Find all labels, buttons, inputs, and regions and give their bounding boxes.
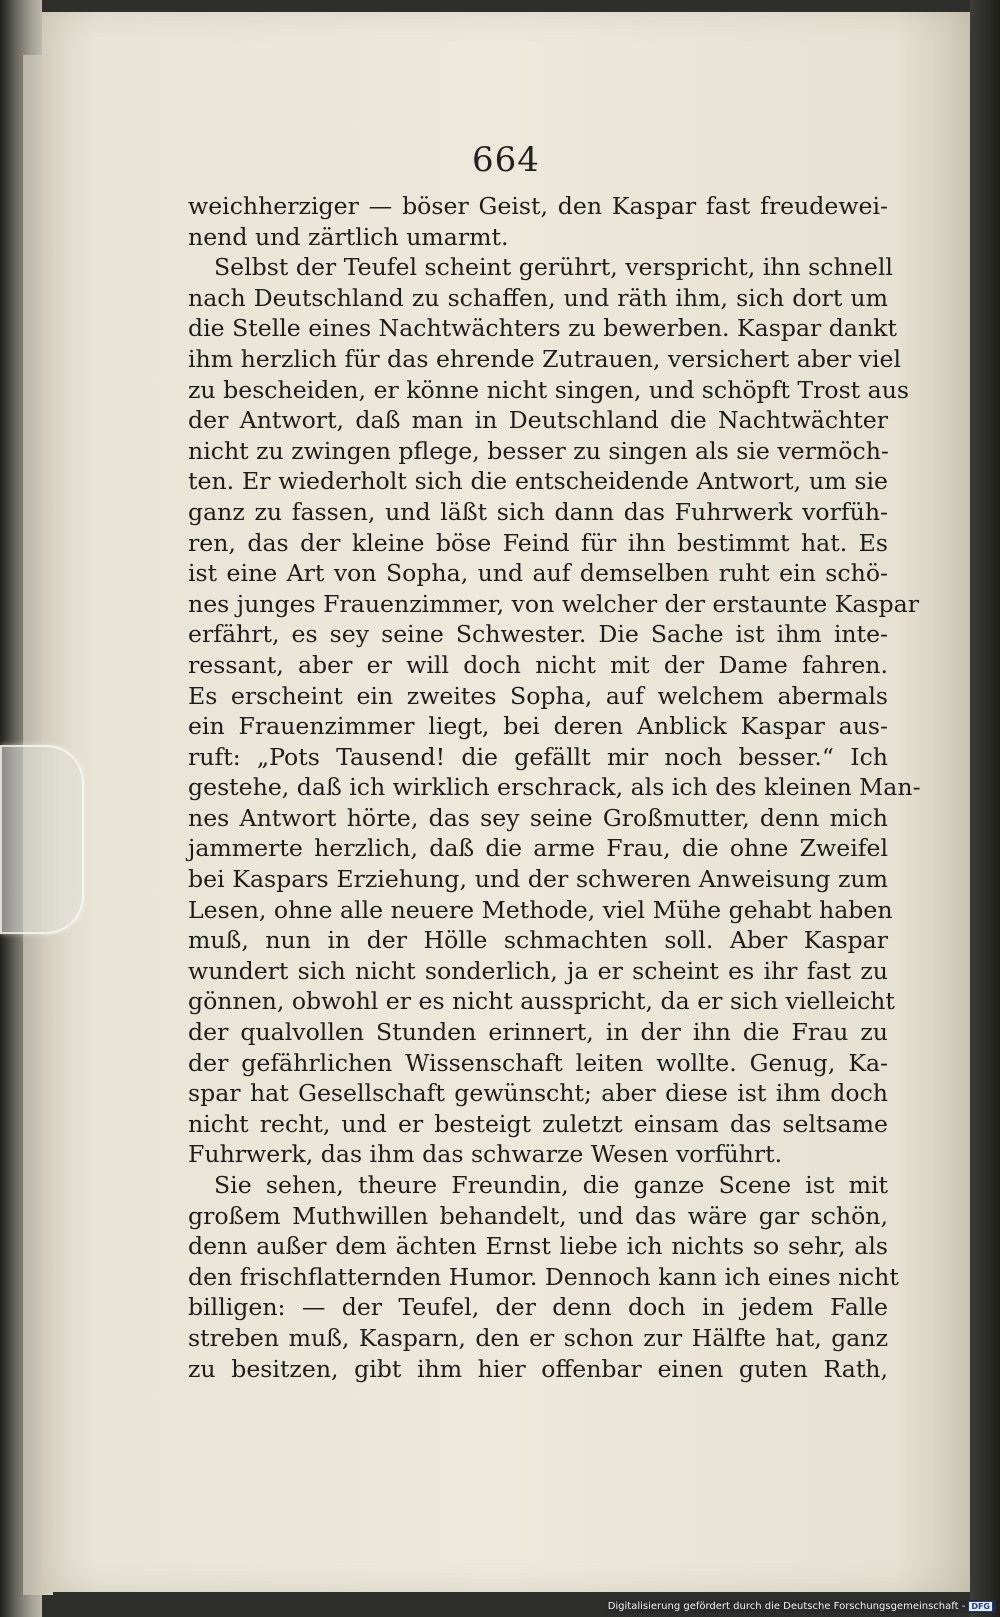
text-line: gönnen, obwohl er es nicht ausspricht, da er sich vielleicht: [188, 987, 895, 1016]
text-line: ten. Er wiederholt sich die entscheidende Antwort, um sie: [188, 467, 888, 496]
text-line: jammerte herzlich, daß die arme Frau, die ohne Zweifel: [188, 834, 888, 863]
text-line: erfährt, es sey seine Schwester. Die Sache ist ihm inte-: [188, 620, 888, 649]
text-line: Selbst der Teufel scheint gerührt, verspricht, ihn schnell: [214, 253, 893, 282]
text-line: nes junges Frauenzimmer, von welcher der erstaunte Kaspar: [188, 589, 919, 618]
text-line: muß, nun in der Hölle schmachten soll. Aber Kaspar: [188, 926, 888, 955]
dfg-logo: DFG: [968, 1601, 993, 1612]
text-line: nach Deutschland zu schaffen, und räth ihm, sich dort um: [188, 283, 888, 312]
page-body-text: [188, 191, 921, 1384]
text-line: Es erscheint ein zweites Sopha, auf welchem abermals: [188, 681, 888, 710]
text-line: Lesen, ohne alle neuere Methode, viel Mühe gehabt haben: [188, 895, 893, 924]
text-line: nes Antwort hörte, das sey seine Großmutter, denn mich: [188, 803, 888, 832]
text-line: der Antwort, daß man in Deutschland die Nachtwächter: [188, 406, 888, 435]
text-line: Sie sehen, theure Freundin, die ganze Scene ist mit: [214, 1171, 888, 1199]
text-line: ein Frauenzimmer liegt, bei deren Anblick Kaspar aus-: [188, 712, 888, 741]
text-line: ruft: „Pots Tausend! die gefällt mir noch besser.“ Ich: [188, 742, 888, 771]
text-line: nicht recht, und er besteigt zuletzt einsam das seltsame: [188, 1109, 888, 1138]
text-line: spar hat Gesellschaft gewünscht; aber diese ist ihm doch: [188, 1079, 888, 1108]
text-line: der qualvollen Stunden erinnert, in der ihn die Frau zu: [188, 1018, 888, 1047]
text-line: ganz zu fassen, und läßt sich dann das Fuhrwerk vorfüh-: [188, 497, 888, 526]
text-line: ihm herzlich für das ehrende Zutrauen, versichert aber viel: [188, 344, 902, 373]
text-line: großem Muthwillen behandelt, und das wäre gar schön,: [188, 1201, 888, 1230]
text-line: denn außer dem ächten Ernst liebe ich nichts so sehr, als: [188, 1232, 888, 1261]
credit-text: Digitalisierung gefördert durch die Deutsche Forschungsgemeinschaft -: [607, 1601, 966, 1612]
text-line: zu besitzen, gibt ihm hier offenbar einen guten Rath,: [188, 1354, 888, 1383]
text-line: nend und zärtlich umarmt.: [188, 222, 509, 251]
page-number: 664: [472, 140, 540, 180]
page-marker-tab: [0, 745, 84, 934]
text-line: bei Kaspars Erziehung, und der schweren Anweisung zum: [188, 865, 888, 894]
text-line: der gefährlichen Wissenschaft leiten wollte. Genug, Ka-: [188, 1048, 888, 1077]
text-line: ist eine Art von Sopha, und auf demselben ruht ein schö-: [188, 559, 888, 588]
digitization-credit: [605, 1600, 996, 1613]
text-line: weichherziger — böser Geist, den Kaspar fast freudewei-: [188, 192, 888, 220]
text-line: zu bescheiden, er könne nicht singen, und schöpft Trost aus: [188, 375, 910, 404]
text-line: billigen: — der Teufel, der denn doch in jedem Falle: [188, 1293, 888, 1322]
text-line: wundert sich nicht sonderlich, ja er scheint es ihr fast zu: [188, 956, 888, 985]
text-line: ressant, aber er will doch nicht mit der Dame fahren.: [188, 650, 888, 679]
text-line: streben muß, Kasparn, den er schon zur Hälfte hat, ganz: [188, 1323, 888, 1352]
text-line: gestehe, daß ich wirklich erschrack, als ich des kleinen Man-: [188, 773, 921, 802]
text-line: Fuhrwerk, das ihm das schwarze Wesen vorführt.: [188, 1140, 783, 1169]
text-line: ren, das der kleine böse Feind für ihn bestimmt hat. Es: [188, 528, 888, 557]
book-edge-right: [970, 0, 1000, 1617]
text-line: die Stelle eines Nachtwächters zu bewerben. Kaspar dankt: [188, 314, 897, 343]
text-line: den frischflatternden Humor. Dennoch kann ich eines nicht: [188, 1262, 899, 1291]
text-line: nicht zu zwingen pflege, besser zu singen als sie vermöch-: [188, 436, 889, 465]
